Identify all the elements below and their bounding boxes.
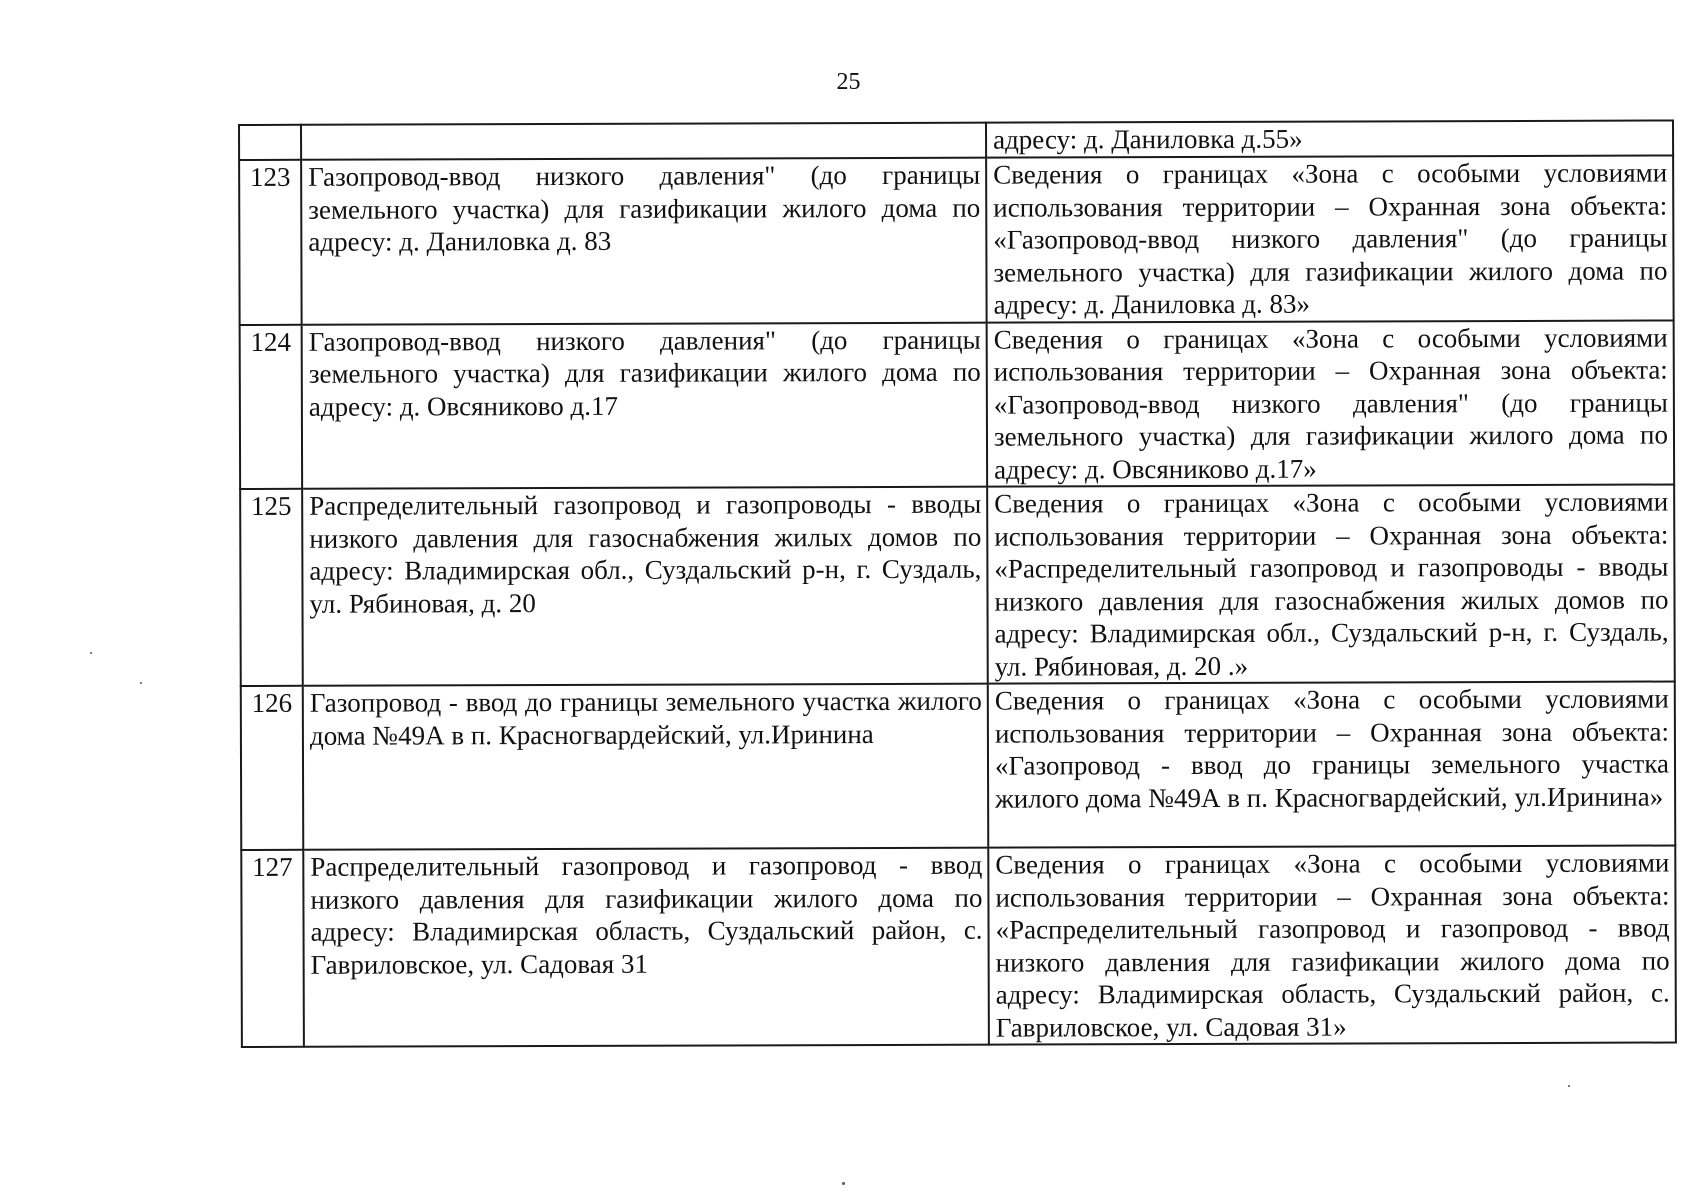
- row-number-cell: 123: [239, 160, 302, 325]
- zone-description-cell: Сведения о границах «Зона с особыми условиями использования территории – Охранная зона объекта: «Газопровод-ввод низкого давления" (до границы земельного участка) для газификации жилого дома по адресу: д. Овсяниково д.17»: [987, 320, 1675, 487]
- table-row: [239, 120, 1673, 160]
- scan-speck: [842, 1182, 845, 1185]
- object-name-cell: Газопровод-ввод низкого давления" (до границы земельного участка) для газификации жилого дома по адресу: д. Даниловка д. 83: [301, 158, 987, 325]
- scan-speck: [140, 682, 142, 684]
- zone-description-cell: Сведения о границах «Зона с особыми условиями использования территории – Охранная зона объекта: «Газопровод - ввод до границы земельного участка жилого дома №49А в п. Красногвардейский, ул.Иринина»: [988, 681, 1676, 847]
- zone-description-cell: Сведения о границах «Зона с особыми условиями использования территории – Охранная зона объекта: «Газопровод-ввод низкого давления" (до границы земельного участка) для газификации жилого дома по адресу: д. Даниловка д. 83»: [986, 155, 1674, 322]
- object-name-cell: Газопровод - ввод до границы земельного участка жилого дома №49А в п. Красногвардейский, ул.Иринина: [303, 684, 989, 850]
- object-name-cell: Газопровод-ввод низкого давления" (до границы земельного участка) для газификации жилого дома по адресу: д. Овсяниково д.17: [302, 322, 988, 489]
- scan-speck: [90, 652, 92, 654]
- zone-description-cell: адресу: д. Даниловка д.55»: [986, 120, 1673, 157]
- table-row: [240, 320, 1675, 489]
- row-number-cell: 125: [240, 489, 303, 686]
- zone-description-cell: Сведения о границах «Зона с особыми условиями использования территории – Охранная зона объекта: «Распределительный газопровод и газопроводы - вводы низкого давления для газоснабжения жилых домов по адресу: Владимирская обл., Суздальский р-н, г. Суздаль, ул. Рябиновая, д. 20 .»: [987, 484, 1675, 683]
- table-row: [241, 845, 1676, 1047]
- scan-speck: [1568, 1085, 1570, 1087]
- table-row: [240, 484, 1675, 686]
- row-number-cell: 127: [241, 850, 304, 1047]
- row-number-cell: 126: [241, 686, 304, 850]
- object-name-cell: [301, 123, 986, 160]
- zone-description-cell: Сведения о границах «Зона с особыми условиями использования территории – Охранная зона объекта: «Распределительный газопровод и газопровод - ввод низкого давления для газификации жилого дома по адресу: Владимирская область, Суздальский район, с. Гавриловское, ул. Садовая 31»: [988, 845, 1676, 1044]
- table-row: [239, 155, 1674, 324]
- object-name-cell: Распределительный газопровод и газопроводы - вводы низкого давления для газоснабжения жилых домов по адресу: Владимирская обл., Суздальский р-н, г. Суздаль, ул. Рябиновая, д. 20: [302, 487, 988, 686]
- row-number-cell: 124: [240, 324, 303, 489]
- zones-table: [238, 119, 1677, 1048]
- object-name-cell: Распределительный газопровод и газопровод - ввод низкого давления для газификации жилого дома по адресу: Владимирская область, Суздальский район, с. Гавриловское, ул. Садовая 31: [303, 848, 989, 1047]
- page-number: 25: [836, 69, 861, 95]
- table-row: [241, 681, 1676, 850]
- row-number-cell: [239, 125, 301, 160]
